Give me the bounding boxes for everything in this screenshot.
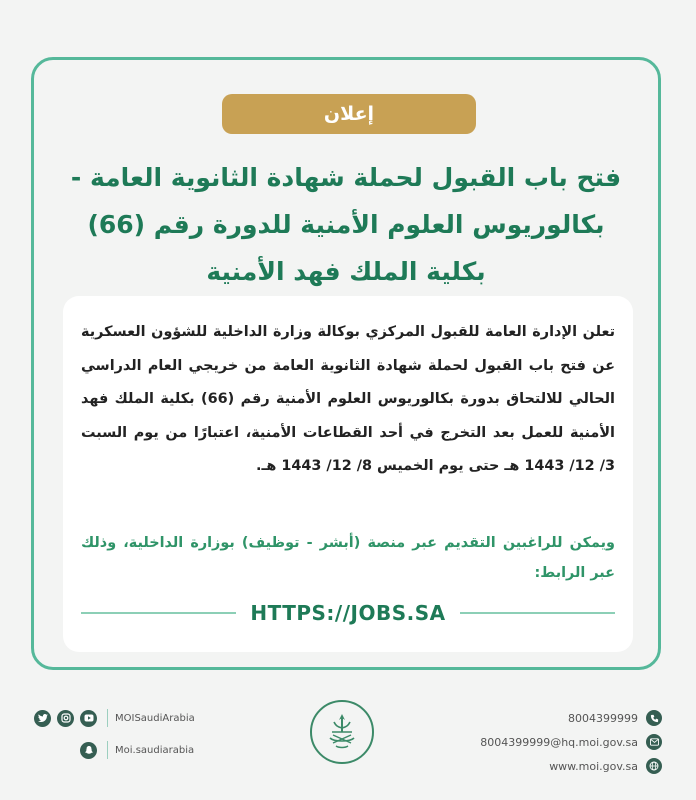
footer-separator: [107, 709, 108, 727]
apply-instructions: ويمكن للراغبين التقديم عبر منصة (أبشر - توظيف) بوزارة الداخلية، وذلك عبر الرابط:: [81, 535, 615, 581]
social-handle-primary[interactable]: MOISaudiArabia: [115, 712, 195, 724]
announcement-title: [54, 154, 638, 295]
social-links: [34, 707, 195, 767]
title-line-1: فتح باب القبول لحملة شهادة الثانوية العامة -: [70, 163, 622, 192]
social-handle-secondary[interactable]: Moi.saudiarabia: [115, 744, 195, 756]
social-row-secondary: [34, 739, 195, 761]
announcement-badge: إعلان: [222, 94, 476, 134]
snapchat-icon[interactable]: [80, 742, 97, 759]
link-row: [81, 598, 615, 628]
link-divider-left: [81, 612, 236, 614]
email-icon: [646, 734, 662, 750]
phone-icon: [646, 710, 662, 726]
footer-separator-2: [107, 741, 108, 759]
contact-website[interactable]: www.moi.gov.sa: [549, 759, 638, 773]
announcement-frame: [31, 57, 661, 670]
contact-phone[interactable]: 8004399999: [568, 711, 638, 725]
contact-email[interactable]: 8004399999@hq.moi.gov.sa: [480, 735, 638, 749]
announcement-card: [63, 296, 633, 652]
contact-phone-row: [480, 707, 662, 729]
social-row-primary: [34, 707, 195, 729]
web-icon: [646, 758, 662, 774]
jobs-link[interactable]: HTTPS://JOBS.SA: [250, 601, 446, 625]
youtube-icon[interactable]: [80, 710, 97, 727]
title-line-2: بكالوريوس العلوم الأمنية للدورة رقم (66): [87, 210, 605, 239]
contact-email-row: [480, 731, 662, 753]
contact-web-row: [480, 755, 662, 777]
twitter-icon[interactable]: [34, 710, 51, 727]
link-divider-right: [460, 612, 615, 614]
announcement-body: تعلن الإدارة العامة للقبول المركزي بوكالة وزارة الداخلية للشؤون العسكرية عن فتح باب القبول لحملة شهادة الثانوية العامة من خريجي العام الدراسي الحالي للالتحاق بدورة بكالوريوس العلوم الأمنية رقم (66) بكلية الملك فهد الأمنية للعمل بعد التخرج في أحد القطاعات الأمنية، اعتبارًا من يوم السبت 3/ 12/ 1443 هـ حتى يوم الخميس 8/ 12/ 1443 هـ.: [81, 324, 615, 474]
contact-info: [480, 707, 662, 779]
moi-emblem: [310, 700, 374, 764]
moi-emblem-icon: [318, 708, 366, 756]
instagram-icon[interactable]: [57, 710, 74, 727]
title-line-3: بكلية الملك فهد الأمنية: [206, 257, 486, 286]
